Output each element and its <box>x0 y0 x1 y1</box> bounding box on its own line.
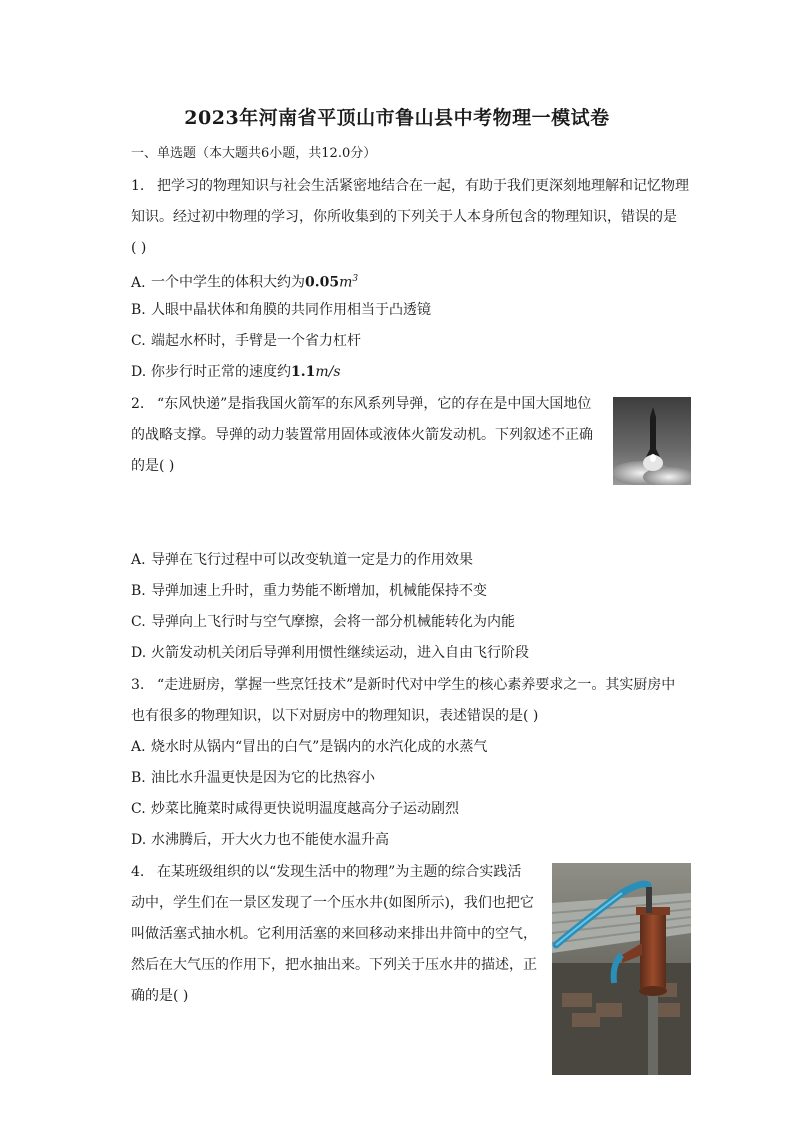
question-3-option-b: B. 油比水升温更快是因为它的比热容小 <box>131 770 375 786</box>
question-3-line-1: 3. “走进厨房，掌握一些烹饪技术”是新时代对中学生的核心素养要求之一。其实厨房中 <box>131 677 676 693</box>
page-title: 2023年河南省平顶山市鲁山县中考物理一模试卷 <box>184 107 610 129</box>
question-1-option-b: B. 人眼中晶状体和角膜的共同作用相当于凸透镜 <box>131 302 431 318</box>
question-1-number: 1. <box>131 178 145 194</box>
question-1-option-a: A. 一个中学生的体积大约为$0.05m^3$ <box>131 274 359 291</box>
question-3-option-c: C. 炒菜比腌菜时咸得更快说明温度越高分子运动剧烈 <box>131 801 459 817</box>
question-3-line-2: 也有很多的物理知识，以下对厨房中的物理知识，表述错误的是( ) <box>131 708 539 724</box>
question-2-option-b: B. 导弹加速上升时，重力势能不断增加，机械能保持不变 <box>131 583 487 599</box>
question-1-option-d: D. 你步行时正常的速度约1.1m/s <box>131 364 341 380</box>
question-4-line-3: 叫做活塞式抽水机。它利用活塞的来回移动来排出井筒中的空气， <box>131 926 537 942</box>
question-2-option-c: C. 导弹向上飞行时与空气摩擦，会将一部分机械能转化为内能 <box>131 614 515 630</box>
question-1-line-3: ( ) <box>131 240 147 256</box>
question-2-number: 2. <box>131 396 145 412</box>
question-2-line-1: 2. “东风快递”是指我国火箭军的东风系列导弹，它的存在是中国大国地位 <box>131 396 592 412</box>
question-3-option-d: D. 水沸腾后，开大火力也不能使水温升高 <box>131 832 389 848</box>
question-3-option-a: A. 烧水时从锅内“冒出的白气”是锅内的水汽化成的水蒸气 <box>131 739 488 755</box>
question-2-option-d: D. 火箭发动机关闭后导弹利用惯性继续运动，进入自由飞行阶段 <box>131 645 529 661</box>
question-1-option-c: C. 端起水杯时，手臂是一个省力杠杆 <box>131 333 361 349</box>
question-2-line-2: 的战略支撑。导弹的动力装置常用固体或液体火箭发动机。下列叙述不正确 <box>131 427 593 443</box>
question-4-line-2: 动中，学生们在一景区发现了一个压水井(如图所示)，我们也把它 <box>131 895 534 911</box>
question-4-line-1: 4. 在某班级组织的以“发现生活中的物理”为主题的综合实践活 <box>131 864 522 880</box>
question-3-number: 3. <box>131 677 145 693</box>
question-4-line-5: 确的是( ) <box>131 988 189 1004</box>
question-2-line-3: 的是( ) <box>131 458 175 474</box>
question-1-line-2: 知识。经过初中物理的学习，你所收集到的下列关于人本身所包含的物理知识，错误的是 <box>131 209 677 225</box>
missile-launch-image <box>613 397 691 485</box>
question-4-line-4: 然后在大气压的作用下，把水抽出来。下列关于压水井的描述，正 <box>131 957 537 973</box>
hand-pump-image <box>552 863 691 1075</box>
question-4-number: 4. <box>131 864 145 880</box>
question-1-line-1: 1. 把学习的物理知识与社会生活紧密地结合在一起，有助于我们更深刻地理解和记忆物理 <box>131 178 689 194</box>
question-2-option-a: A. 导弹在飞行过程中可以改变轨道一定是力的作用效果 <box>131 552 473 568</box>
section-heading: 一、单选题（本大题共6小题，共12.0分） <box>131 146 377 161</box>
